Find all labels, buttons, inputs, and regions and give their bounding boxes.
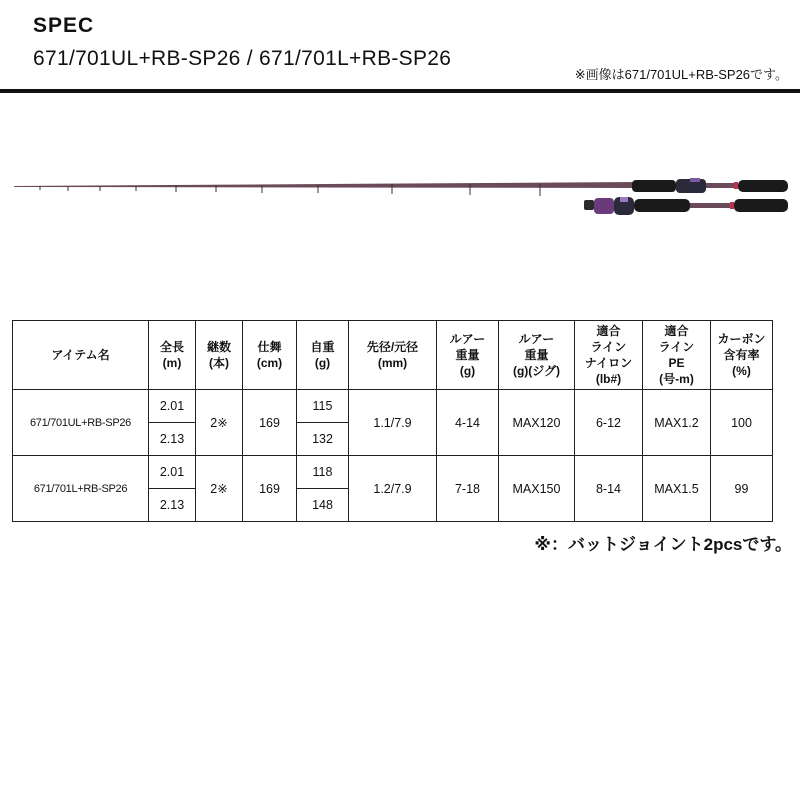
header-pieces: 継数 (本) bbox=[196, 321, 243, 390]
header-weight: 自重 (g) bbox=[297, 321, 349, 390]
rod-image bbox=[0, 160, 800, 240]
closed-length-cell: 169 bbox=[243, 390, 297, 456]
pieces-cell: 2※ bbox=[196, 456, 243, 522]
header-item-name: アイテム名 bbox=[13, 321, 149, 390]
length-cell: 2.13 bbox=[149, 489, 196, 522]
pe-line-cell: MAX1.2 bbox=[643, 390, 711, 456]
table-header-row bbox=[13, 321, 773, 390]
table-row bbox=[13, 456, 773, 489]
item-name: 671/701L+RB-SP26 bbox=[13, 456, 149, 522]
lure-weight-cell: 7-18 bbox=[437, 456, 499, 522]
item-name: 671/701UL+RB-SP26 bbox=[13, 390, 149, 456]
rod-main bbox=[14, 178, 788, 196]
header-lure-weight: ルアー 重量 (g) bbox=[437, 321, 499, 390]
nylon-line-cell: 6-12 bbox=[575, 390, 643, 456]
carbon-cell: 100 bbox=[711, 390, 773, 456]
weight-cell: 148 bbox=[297, 489, 349, 522]
diameter-cell: 1.2/7.9 bbox=[349, 456, 437, 522]
header-closed-length: 仕舞 (cm) bbox=[243, 321, 297, 390]
nylon-line-cell: 8-14 bbox=[575, 456, 643, 522]
length-cell: 2.01 bbox=[149, 456, 196, 489]
header-length: 全長 (m) bbox=[149, 321, 196, 390]
header-jig-weight: ルアー 重量 (g)(ジグ) bbox=[499, 321, 575, 390]
pe-line-cell: MAX1.5 bbox=[643, 456, 711, 522]
weight-cell: 115 bbox=[297, 390, 349, 423]
weight-cell: 132 bbox=[297, 423, 349, 456]
spec-label: SPEC bbox=[33, 14, 95, 37]
pieces-cell: 2※ bbox=[196, 390, 243, 456]
header-diameter: 先径/元径 (mm) bbox=[349, 321, 437, 390]
jig-weight-cell: MAX120 bbox=[499, 390, 575, 456]
carbon-cell: 99 bbox=[711, 456, 773, 522]
footnote: ※：バットジョイント2pcsです。 bbox=[534, 535, 792, 554]
model-title: 671/701UL+RB-SP26 / 671/701L+RB-SP26 bbox=[33, 47, 452, 70]
jig-weight-cell: MAX150 bbox=[499, 456, 575, 522]
weight-cell: 118 bbox=[297, 456, 349, 489]
table-row bbox=[13, 390, 773, 423]
spec-table bbox=[12, 320, 773, 522]
image-note: ※画像は671/701UL+RB-SP26です。 bbox=[574, 67, 788, 82]
header-carbon: カーボン 含有率 (%) bbox=[711, 321, 773, 390]
length-cell: 2.01 bbox=[149, 390, 196, 423]
closed-length-cell: 169 bbox=[243, 456, 297, 522]
lure-weight-cell: 4-14 bbox=[437, 390, 499, 456]
header-nylon-line: 適合 ライン ナイロン (lb#) bbox=[575, 321, 643, 390]
header-rule bbox=[0, 89, 800, 93]
diameter-cell: 1.1/7.9 bbox=[349, 390, 437, 456]
length-cell: 2.13 bbox=[149, 423, 196, 456]
rod-butt-section bbox=[584, 197, 788, 215]
header-pe-line: 適合 ライン PE (号-m) bbox=[643, 321, 711, 390]
